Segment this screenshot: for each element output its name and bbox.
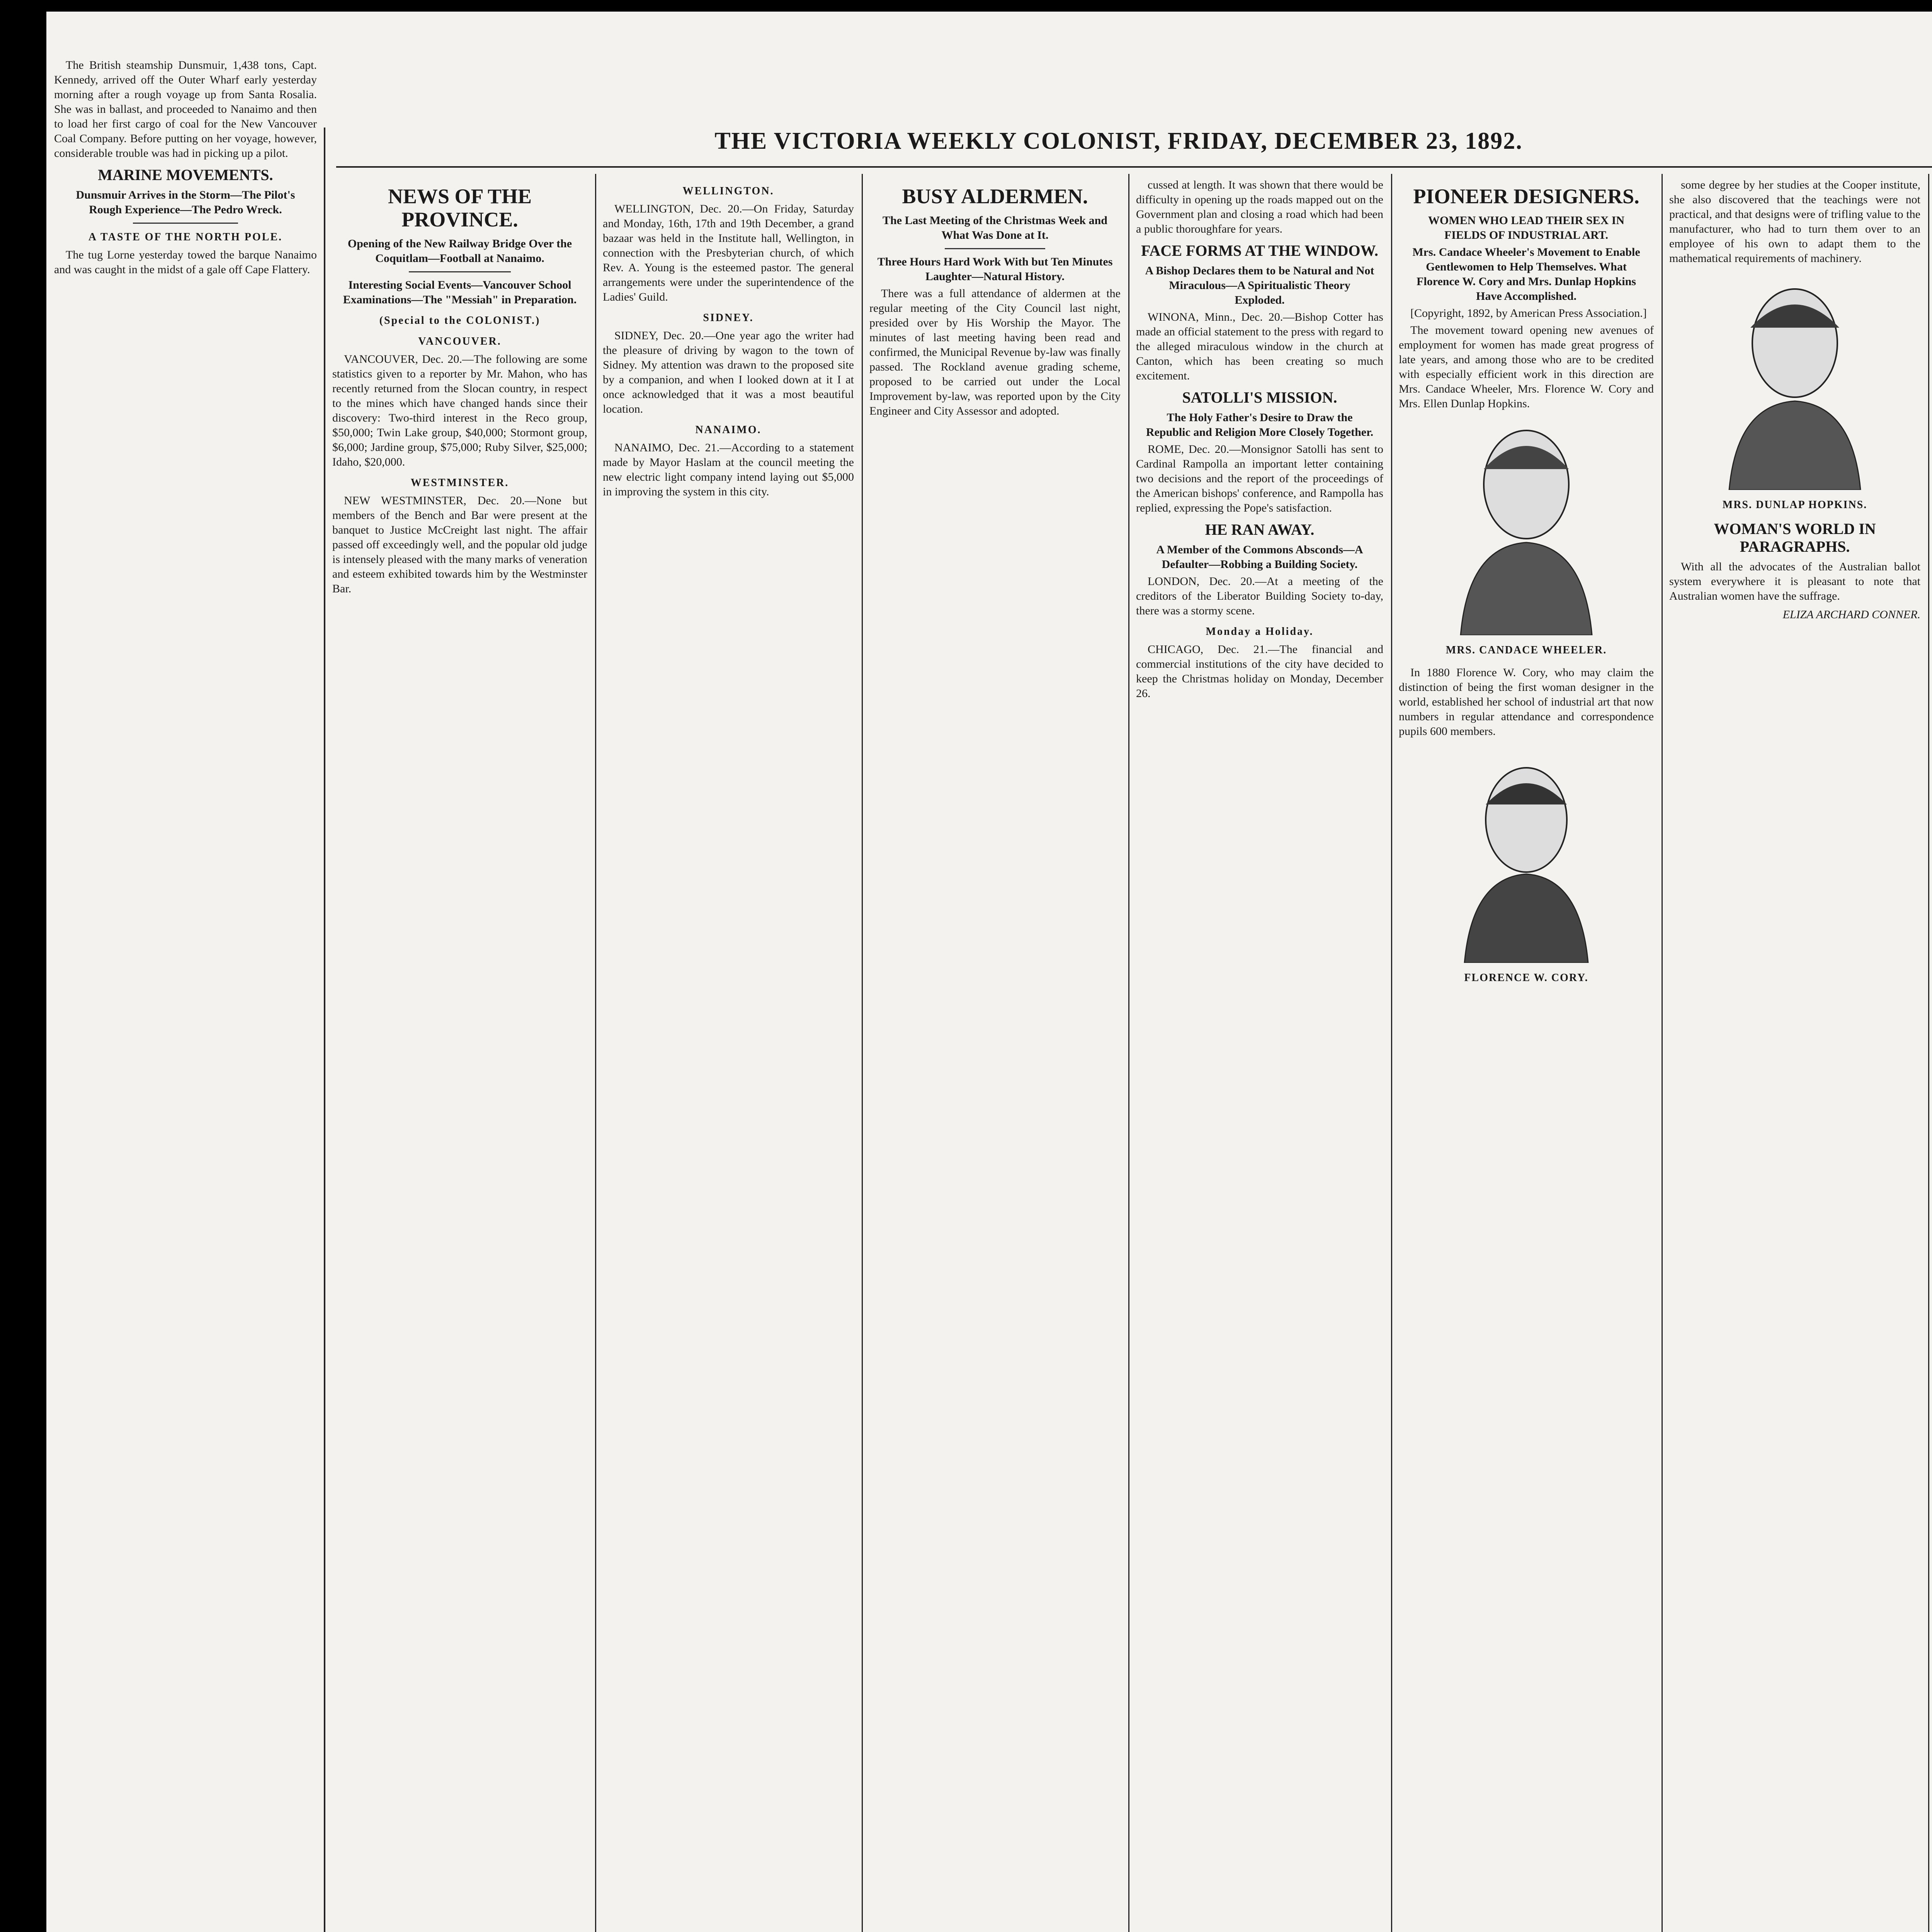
portrait-illustration — [1445, 419, 1607, 635]
illustration-caption: FLORENCE W. CORY. — [1464, 972, 1588, 984]
masthead-rule — [336, 166, 1932, 168]
text-block: NEW WESTMINSTER, Dec. 20.—None but members of the Bench and Bar were present at the banquet to Justice McCreight last night. The affair passed off exceedingly well, and the popular old judge is intensely pleased with the many marks of veneration and esteem exhibited towards him by the Westminster Bar. — [332, 494, 587, 595]
text-block: cussed at length. It was shown that there would be difficulty in opening up the roads mapped out on the Government plan and closing a road which had been a public thoroughfare for years. — [1136, 179, 1383, 235]
text-block: SIDNEY, Dec. 20.—One year ago the writer had the pleasure of driving by wagon to the town of Sidney. My attention was drawn to the proposed site by a companion, and when I looked down at it I at once acknowledged that it was a most beautiful location. — [603, 329, 854, 415]
dateline: VANCOUVER. — [418, 335, 502, 347]
column-1 — [54, 58, 317, 1932]
subheadline: The Holy Father's Desire to Draw the Republic and Religion More Closely Together. — [1146, 411, 1374, 439]
subheadline: Mrs. Candace Wheeler's Movement to Enable Gentlewomen to Help Themselves. What Florence W. Cory and Mrs. Dunlap Hopkins Have Accomplished. — [1412, 246, 1640, 303]
column-rule — [1662, 174, 1663, 1932]
byline: (Special to the COLONIST.) — [379, 315, 541, 327]
text-block: The British steamship Dunsmuir, 1,438 tons, Capt. Kennedy, arrived off the Outer Wharf early yesterday morning after a rough voyage up from Santa Rosalia. She was in ballast, and proceeded to Nanaimo and then to load her first cargo of coal for the New Vancouver Coal Company. Before putting on her voyage, however, considerable trouble was had in picking up a pilot. — [54, 59, 317, 160]
column-rule — [324, 128, 325, 1932]
headline: PIONEER DESIGNERS. — [1413, 185, 1639, 208]
divider — [409, 271, 511, 272]
column-2 — [332, 178, 587, 1932]
text-block: CHICAGO, Dec. 21.—The financial and commercial institutions of the city have decided to keep the Christmas holiday on Monday, December 26. — [1136, 643, 1383, 700]
subheadline: A Bishop Declares them to be Natural and Not Miraculous—A Spiritualistic Theory Exploded. — [1145, 264, 1374, 306]
column-6 — [1399, 178, 1654, 1932]
column-rule — [862, 174, 863, 1932]
subheadline: WOMEN WHO LEAD THEIR SEX IN FIELDS OF INDUSTRIAL ART. — [1428, 214, 1625, 242]
text-block: The movement toward opening new avenues of employment for women has made great progress of late years, and among those who are to be credited with especially efficient work in this direction are Mrs. Candace Wheeler, Mrs. Florence W. Cory and Mrs. Ellen Dunlap Hopkins. — [1399, 324, 1654, 410]
dateline: WESTMINSTER. — [410, 477, 509, 489]
subheadline: Opening of the New Railway Bridge Over the Coquitlam—Football at Nanaimo. — [347, 237, 572, 265]
column-rule — [595, 174, 596, 1932]
section-label: Monday a Holiday. — [1206, 626, 1314, 638]
masthead: THE VICTORIA WEEKLY COLONIST, FRIDAY, DECEMBER 23, 1892. — [714, 128, 1523, 154]
headline: FACE FORMS AT THE WINDOW. — [1141, 242, 1378, 259]
headline: HE RAN AWAY. — [1205, 521, 1315, 538]
dateline: WELLINGTON. — [682, 185, 774, 197]
column-7 — [1669, 178, 1920, 1932]
subheadline: Three Hours Hard Work With but Ten Minutes Laughter—Natural History. — [877, 255, 1113, 283]
text-block: WINONA, Minn., Dec. 20.—Bishop Cotter has made an official statement to the press with regard to the alleged miraculous window in the church at Canton, which has been creating so much excitement. — [1136, 311, 1383, 382]
section-label: A TASTE OF THE NORTH POLE. — [88, 231, 283, 243]
scan-border-left — [0, 0, 46, 1932]
column-5 — [1136, 178, 1383, 1932]
headline: BUSY ALDERMEN. — [902, 185, 1088, 208]
column-3 — [603, 178, 854, 1932]
copyright-line: [Copyright, 1892, by American Press Association.] — [1410, 307, 1647, 320]
text-block: The tug Lorne yesterday towed the barque Nanaimo and was caught in the midst of a gale off Cape Flattery. — [54, 248, 317, 276]
portrait-illustration — [1714, 274, 1876, 490]
newspaper-page — [46, 12, 1932, 1932]
text-block: In 1880 Florence W. Cory, who may claim the distinction of being the first woman designer in the world, established her school of industrial art that now numbers in regular attendance and correspondence pupils 600 members. — [1399, 666, 1654, 738]
text-block: There was a full attendance of aldermen at the regular meeting of the City Council last night, presided over by His Worship the Mayor. The minutes of last meeting having been read and confirmed, the Municipal Revenue by-law was finally passed. The Rockland avenue grading scheme, proposed to be carried out under the Local Improvement by-law, was reported upon by the City Engineer and City Assessor and adopted. — [869, 287, 1121, 417]
subheadline: The Last Meeting of the Christmas Week and What Was Done at It. — [883, 214, 1107, 242]
headline: MARINE MOVEMENTS. — [98, 166, 273, 184]
divider — [945, 248, 1045, 249]
column-rule — [1128, 174, 1129, 1932]
divider — [133, 223, 238, 224]
text-block: With all the advocates of the Australian ballot system everywhere it is pleasant to note that Australian women have the suffrage. — [1669, 560, 1920, 602]
headline: WOMAN'S WORLD IN PARAGRAPHS. — [1714, 520, 1876, 555]
subheadline: A Member of the Commons Absconds—A Defaulter—Robbing a Building Society. — [1156, 543, 1363, 571]
headline: SATOLLI'S MISSION. — [1182, 389, 1337, 406]
text-block: NANAIMO, Dec. 21.—According to a statement made by Mayor Haslam at the council meeting the new electric light company intend laying out $5,000 in improving the system in this city. — [603, 441, 854, 498]
author-signature: ELIZA ARCHARD CONNER. — [1782, 608, 1920, 621]
headline: NEWS OF THE PROVINCE. — [388, 185, 532, 231]
illustration-caption: MRS. DUNLAP HOPKINS. — [1722, 499, 1867, 511]
column-rule — [1391, 174, 1392, 1932]
illustration-caption: MRS. CANDACE WHEELER. — [1446, 644, 1607, 656]
column-rule — [1928, 174, 1929, 1932]
dateline: SIDNEY. — [703, 312, 754, 324]
subheadline: Interesting Social Events—Vancouver School Examinations—The "Messiah" in Preparation. — [343, 279, 577, 306]
text-block: LONDON, Dec. 20.—At a meeting of the creditors of the Liberator Building Society to-day, there was a stormy scene. — [1136, 575, 1383, 617]
portrait-illustration — [1445, 747, 1607, 963]
text-block: WELLINGTON, Dec. 20.—On Friday, Saturday and Monday, 16th, 17th and 19th December, a grand bazaar was held in the Institute hall, Wellington, in connection with the Presbyterian church, of which Rev. A. Young is the esteemed pastor. The general arrangements were under the superintendence of the Ladies' Guild. — [603, 202, 854, 303]
scan-border-top — [0, 0, 1932, 12]
subheadline: Dunsmuir Arrives in the Storm—The Pilot's Rough Experience—The Pedro Wreck. — [76, 189, 295, 216]
dateline: NANAIMO. — [695, 424, 762, 436]
text-block: some degree by her studies at the Cooper institute, she also discovered that the teachings were not practical, and that designs were of trifling value to the manufacturer, who had to turn them over to an employee of his own to adapt them to the mathematical requirements of machinery. — [1669, 179, 1920, 265]
text-block: VANCOUVER, Dec. 20.—The following are some statistics given to a reporter by Mr. Mahon, who has recently returned from the Slocan country, in respect to the mines which have changed hands since their discovery: Two-third interest in the Reco group, $50,000; Twin Lake group, $40,000; Stormont group, $6,000; Jardine group, $75,000; Ruby Silver, $25,000; Idaho, $20,000. — [332, 353, 587, 468]
column-4 — [869, 178, 1121, 1932]
text-block: ROME, Dec. 20.—Monsignor Satolli has sent to Cardinal Rampolla an important letter containing two decisions and the report of the proceedings of the American bishops' conference, and Rampolla has replied, expressing the Pope's satisfaction. — [1136, 443, 1383, 514]
